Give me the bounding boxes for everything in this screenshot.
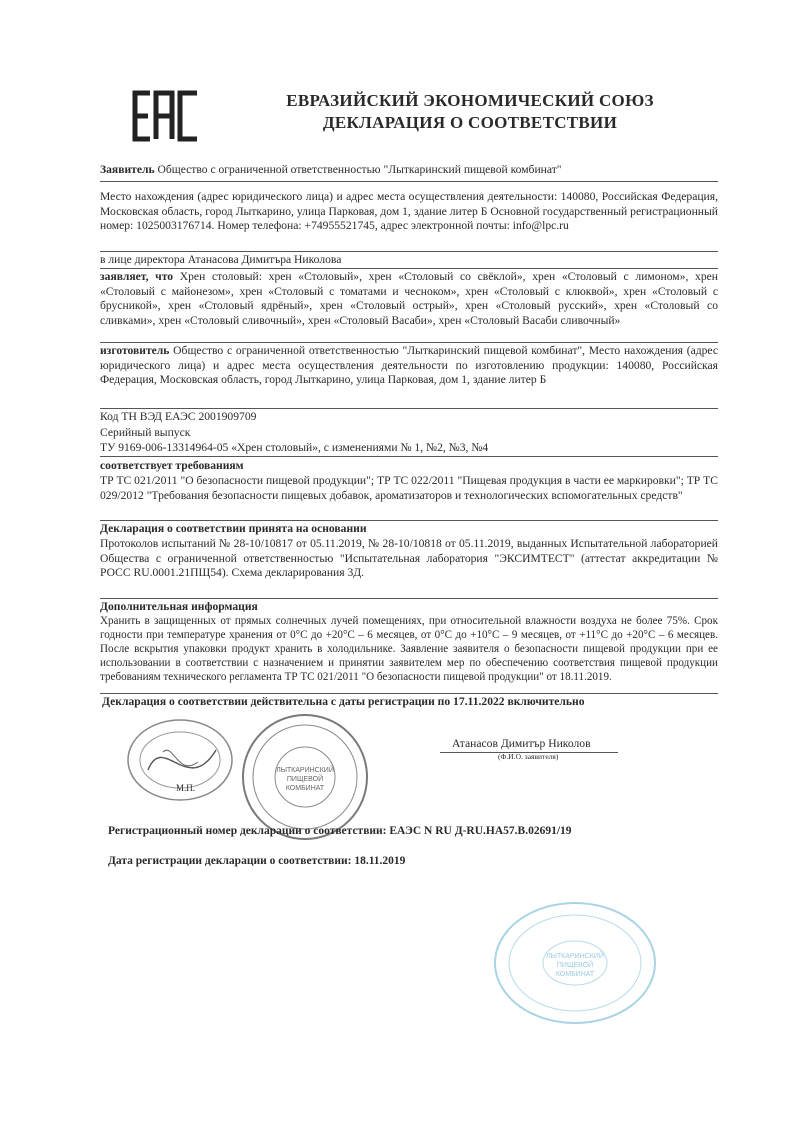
- product-code: Код ТН ВЭД ЕАЭС 2001909709: [100, 410, 257, 423]
- conforms-text: ТР ТС 021/2011 "О безопасности пищевой продукции"; ТР ТС 022/2011 "Пищевая продукция в части ее маркировки"; ТР ТС 029/2012 "Требования безопасности пищевых добавок, ароматизаторов и технологических вспомогательных средств": [100, 474, 718, 502]
- declaration-title: ДЕКЛАРАЦИЯ О СООТВЕТСТВИИ: [322, 113, 618, 132]
- manufacturer-text: Общество с ограниченной ответственностью "Лыткаринский пищевой комбинат", Место нахождения (адрес юридического лица) и адрес места осуществления деятельности по изготовлению продукции: 140080, Российская Федерация, Московская область, город Лыткарино, улица Парковая, дом 1, здание литер Б: [100, 344, 718, 387]
- divider: [100, 456, 718, 457]
- svg-text:ПИЩЕВОЙ: ПИЩЕВОЙ: [286, 776, 324, 783]
- validity-text: [102, 695, 720, 710]
- blue-seal: [490, 898, 660, 1028]
- eac-logo: [132, 90, 200, 142]
- basis-label: [100, 522, 718, 537]
- applicant-line: [100, 163, 718, 178]
- basis-label-text: Декларация о соответствии принята на основании: [100, 522, 367, 535]
- signature-caption: (Ф.И.О. заявителя): [498, 752, 559, 761]
- applicant-label: Заявитель: [100, 163, 155, 176]
- applicant-address: Место нахождения (адрес юридического лица) и адрес места осуществления деятельности: 140080, Российская Федерация, Московская область, город Лыткарино, улица Парковая, дом 1, здание литер Б Основной государственный регистрационный номер: 1025003176714. Номер телефона: +74955521745, адрес электронной почты: info@lpc.ru: [100, 190, 718, 233]
- divider: [100, 693, 718, 694]
- conforms-label: [100, 459, 718, 474]
- svg-text:ПИЩЕВОЙ: ПИЩЕВОЙ: [556, 962, 594, 969]
- product-tu: ТУ 9169-006-13314964-05 «Хрен столовый», с изменениями № 1, №2, №3, №4: [100, 441, 489, 454]
- union-title: ЕВРАЗИЙСКИЙ ЭКОНОМИЧЕСКИЙ СОЮЗ: [286, 91, 654, 110]
- svg-text:КОМБИНАТ: КОМБИНАТ: [555, 971, 595, 978]
- svg-text:ЛЫТКАРИНСКИЙ: ЛЫТКАРИНСКИЙ: [276, 767, 334, 774]
- document-title: [240, 90, 700, 134]
- divider: [100, 251, 718, 252]
- svg-text:КОМБИНАТ: КОМБИНАТ: [285, 785, 325, 792]
- conforms-label-text: соответствует требованиям: [100, 459, 244, 472]
- divider: [100, 408, 718, 409]
- mp-label: М.П.: [176, 783, 196, 793]
- applicant-name: Общество с ограниченной ответственностью "Лыткаринский пищевой комбинат": [154, 163, 562, 176]
- divider: [100, 342, 718, 343]
- divider: [100, 181, 718, 182]
- applicant-signature-name: Атанасов Димитър Николов: [452, 737, 591, 750]
- manufacturer-block: [100, 344, 718, 388]
- applicant-person: в лице директора Атанасова Димитъра Николова: [100, 253, 342, 266]
- declares-block: [100, 270, 718, 328]
- registration-number: Регистрационный номер декларации о соответствии: ЕАЭС N RU Д-RU.НА57.В.02691/19: [108, 825, 572, 837]
- additional-label-text: Дополнительная информация: [100, 600, 258, 613]
- validity-text-content: Декларация о соответствии действительна с даты регистрации по 17.11.2022 включительно: [102, 695, 585, 708]
- declares-text: Хрен столовый: хрен «Столовый», хрен «Столовый со свёклой», хрен «Столовый с лимоном», хрен «Столовый с майонезом», хрен «Столовый с томатами и чесноком», хрен «Столовый с клюквой», хрен «Столовый с брусникой», хрен «Столовый ядрёный», хрен «Столовый острый», хрен «Столовый русский», хрен «Столовый со сливками», хрен «Столовый сливочный», хрен «Столовый Васаби», хрен «Столовый Васаби сливочный»: [100, 270, 718, 327]
- manufacturer-label: изготовитель: [100, 344, 170, 357]
- divider: [100, 268, 718, 269]
- registration-date: Дата регистрации декларации о соответствии: 18.11.2019: [108, 855, 406, 867]
- declares-label: заявляет, что: [100, 270, 174, 283]
- product-serial: Серийный выпуск: [100, 426, 191, 439]
- divider: [100, 598, 718, 599]
- svg-text:ЛЫТКАРИНСКИЙ: ЛЫТКАРИНСКИЙ: [546, 953, 604, 960]
- additional-label: [100, 600, 718, 615]
- divider: [100, 520, 718, 521]
- additional-text: Хранить в защищенных от прямых солнечных лучей помещениях, при относительной влажности воздуха не более 75%. Срок годности при температуре хранения от 0°С до +20°С – 6 месяцев, от 0°С до +10°С – 9 месяцев, от +11°С до +20°С – 6 месяцев. После вскрытия упаковки продукт хранить в холодильнике. Заявление заявителя о безопасности пищевой продукции при ее использовании в соответствии с назначением и принятии заявителем мер по обеспечению соответствия пищевой продукции требованиям технического регламента ТР ТС 021/2011 "О безопасности пищевой продукции" от 18.11.2019.: [100, 615, 718, 683]
- basis-text: Протоколов испытаний № 28-10/10817 от 05.11.2019, № 28-10/10818 от 05.11.2019, выданных Испытательной лабораторией Общества с ограниченной ответственностью "Испытательная лаборатория "ЭКСИМТЕСТ" (аттестат аккредитации № РОСС RU.0001.21ПЩ54). Схема декларирования 3Д.: [100, 537, 718, 580]
